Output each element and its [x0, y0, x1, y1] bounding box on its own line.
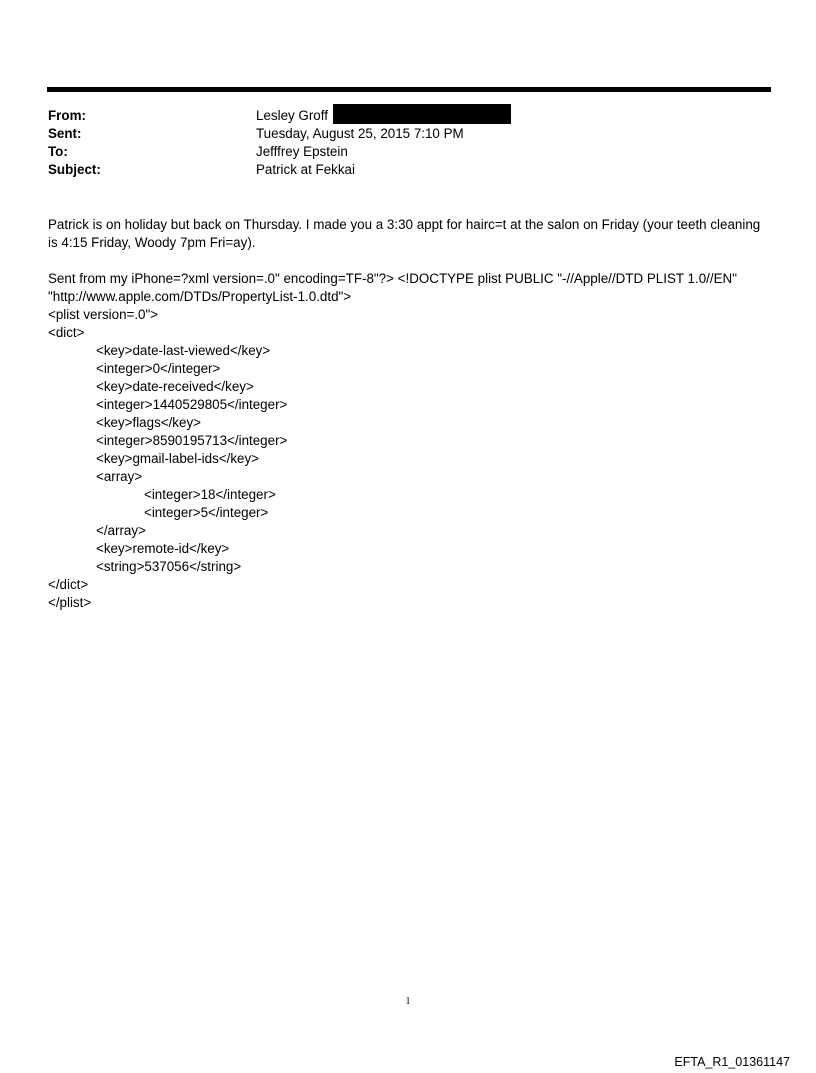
email-header	[48, 107, 768, 179]
body-line: <key>flags</key>	[96, 415, 201, 430]
body-line: <key>date-last-viewed</key>	[96, 343, 271, 358]
body-line: "http://www.apple.com/DTDs/PropertyList-1.0.dtd">	[48, 289, 352, 304]
body-line: <key>date-received</key>	[96, 379, 254, 394]
body-line: </plist>	[48, 595, 92, 610]
body-line: </dict>	[48, 577, 89, 592]
body-line: <array>	[96, 469, 143, 484]
from-label: From:	[48, 108, 86, 123]
to-row	[48, 143, 768, 161]
sent-row	[48, 125, 768, 143]
body-line: <integer>8590195713</integer>	[96, 433, 288, 448]
sender-name: Lesley Groff	[256, 108, 328, 123]
subject-value: Patrick at Fekkai	[256, 162, 355, 177]
body-line: <dict>	[48, 325, 85, 340]
message-paragraph: Patrick is on holiday but back on Thursday. I made you a 3:30 appt for hairc=t at the salon on Friday (your teeth cleaning is 4:15 Friday, Woody 7pm Fri=ay).	[48, 217, 764, 250]
to-value: Jefffrey Epstein	[256, 144, 348, 159]
body-line: <integer>1440529805</integer>	[96, 397, 288, 412]
bates-number: EFTA_R1_01361147	[674, 1055, 790, 1069]
body-line: </array>	[96, 523, 146, 538]
body-line: <plist version=.0">	[48, 307, 159, 322]
redaction-box	[333, 104, 511, 124]
body-line: <key>gmail-label-ids</key>	[96, 451, 260, 466]
page-number: 1	[405, 996, 411, 1007]
body-line: <key>remote-id</key>	[96, 541, 230, 556]
from-row	[48, 107, 768, 125]
body-line: <integer>5</integer>	[144, 505, 269, 520]
body-line: <string>537056</string>	[96, 559, 242, 574]
header-rule	[47, 87, 771, 92]
sent-label: Sent:	[48, 126, 82, 141]
to-label: To:	[48, 144, 68, 159]
body-line: Sent from my iPhone=?xml version=.0" encoding=TF-8"?> <!DOCTYPE plist PUBLIC "-//Apple//DTD PLIST 1.0//EN"	[48, 271, 737, 286]
from-value	[256, 107, 511, 125]
sent-value: Tuesday, August 25, 2015 7:10 PM	[256, 126, 464, 141]
paragraph-gap	[48, 252, 772, 270]
body-line: <integer>18</integer>	[144, 487, 276, 502]
body-line: <integer>0</integer>	[96, 361, 221, 376]
subject-row	[48, 161, 768, 179]
email-body	[48, 216, 772, 612]
subject-label: Subject:	[48, 162, 101, 177]
